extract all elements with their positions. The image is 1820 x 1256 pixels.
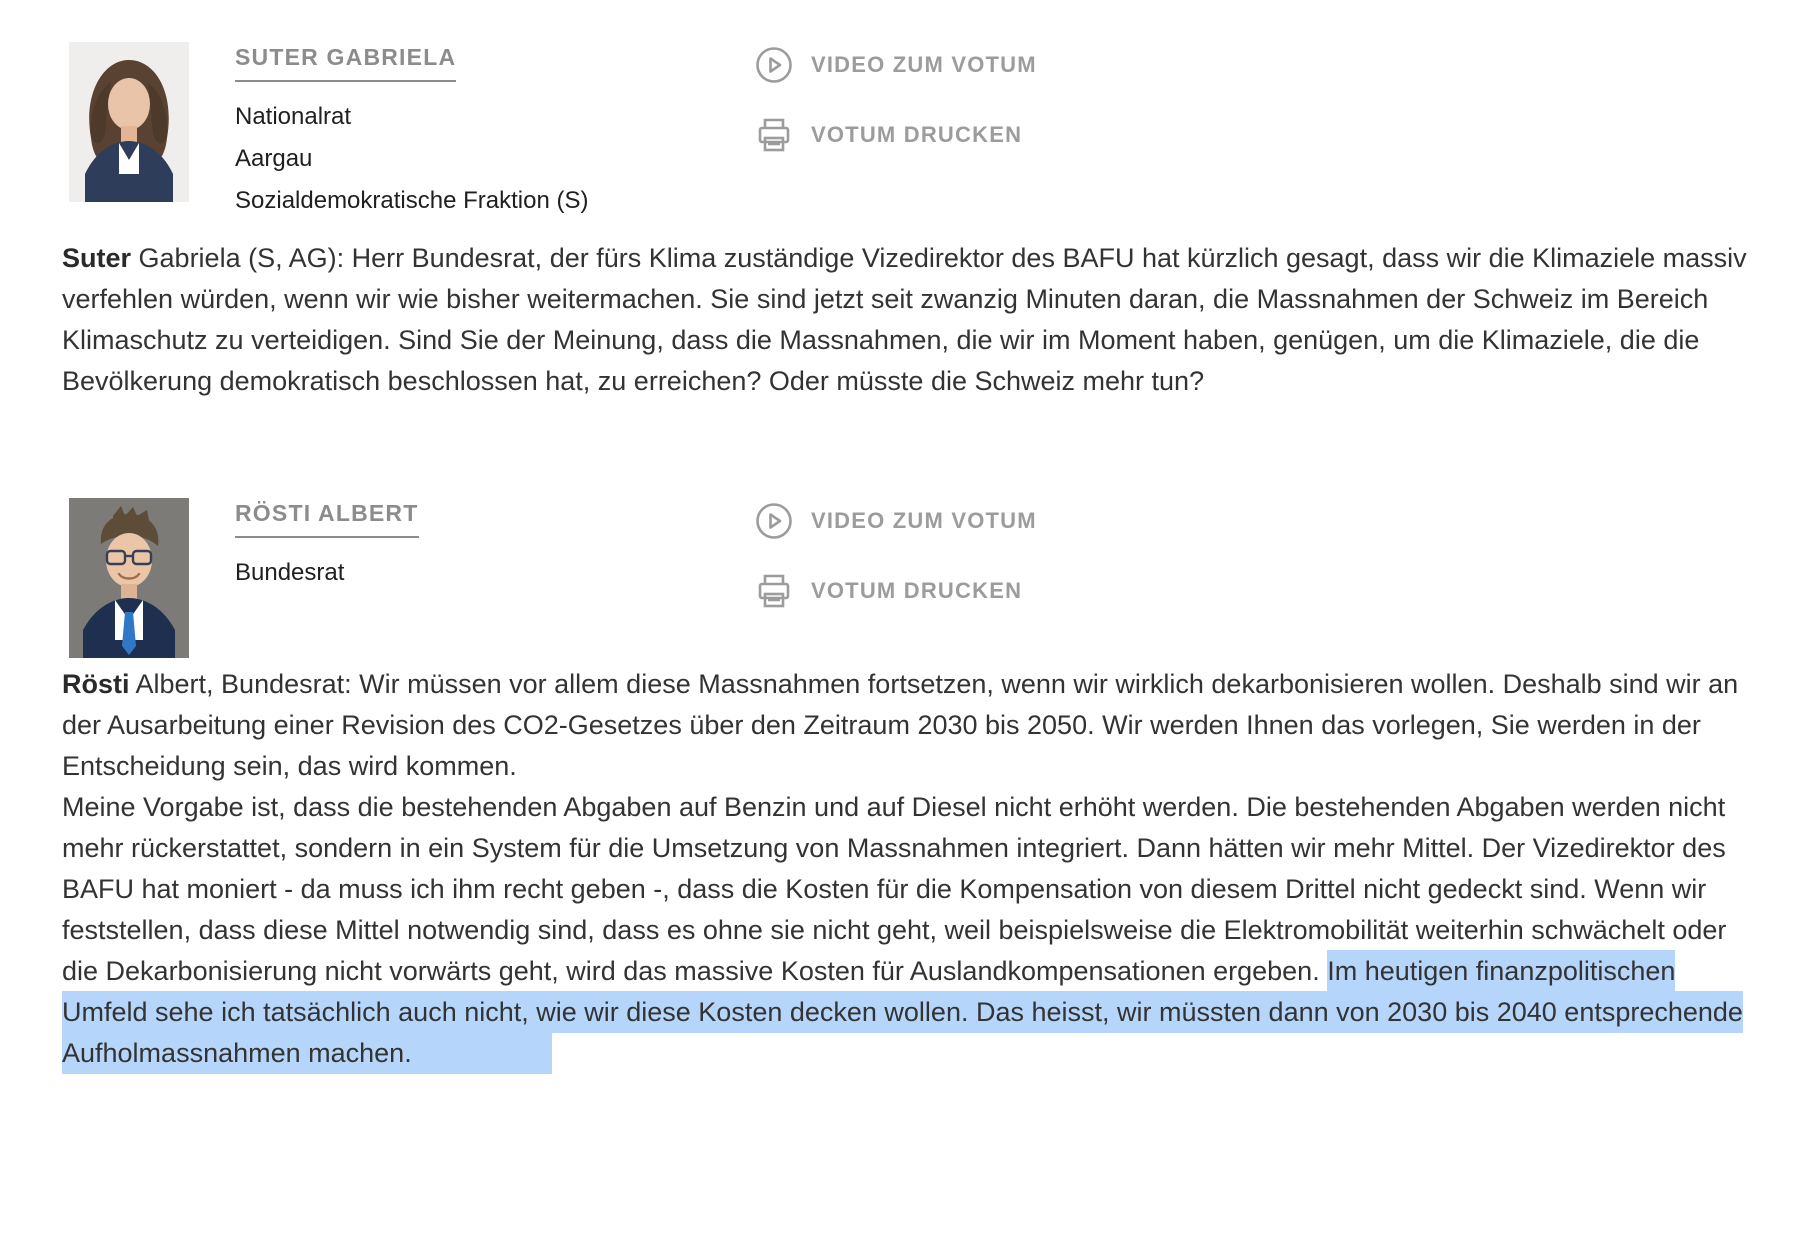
selected-text-highlight: Im heutigen finanzpolitischen Umfeld sehe ich tatsächlich auch nicht, wie wir diese Kosten decken wollen. Das heisst, wir müssten dann von 2030 bis 2040 entsprechende Aufholmassnahmen machen. [62, 950, 1743, 1074]
speech-actions [755, 498, 1037, 610]
speaker-info [235, 42, 715, 222]
portrait-image [69, 42, 189, 202]
speaker-surname-bold: Rösti [62, 669, 130, 699]
speech-text-run: Gabriela (S, AG): Herr Bundesrat, der fürs Klima zuständige Vizedirektor des BAFU hat kürzlich gesagt, dass wir die Klimaziele massiv verfehlen würden, wenn wir wie bisher weitermachen. Sie sind jetzt seit zwanzig Minuten daran, die Massnahmen der Schweiz im Bereich Klimaschutz zu verteidigen. Sind Sie der Meinung, dass die Massnahmen, die wir im Moment haben, genügen, um die Klimaziele, die die Bevölkerung demokratisch beschlossen hat, zu erreichen? Oder müsste die Schweiz mehr tun? [62, 243, 1747, 396]
printer-icon [755, 116, 793, 154]
speaker-details [235, 552, 715, 594]
speech-block-roesti [62, 498, 1758, 1074]
speaker-name-link[interactable]: RÖSTI ALBERT [235, 500, 419, 538]
video-zum-votum-button[interactable] [755, 46, 1037, 84]
speech-text-run: Albert, Bundesrat: Wir müssen vor allem diese Massnahmen fortsetzen, wenn wir wirklich dekarbonisieren wollen. Deshalb sind wir an der Ausarbeitung einer Revision des CO2-Gesetzes über den Zeitraum 2030 bis 2050. Wir werden Ihnen das vorlegen, Sie werden in der Entscheidung sein, das wird kommen. [62, 669, 1739, 781]
votum-drucken-button[interactable] [755, 572, 1037, 610]
speaker-photo[interactable] [69, 42, 189, 202]
printer-icon [755, 572, 793, 610]
speech-text-run: Meine Vorgabe ist, dass die bestehenden Abgaben auf Benzin und auf Diesel nicht erhöht werden. Die bestehenden Abgaben werden nicht mehr rückerstattet, sondern in ein System für die Umsetzung von Massnahmen integriert. Dann hätten wir mehr Mittel. Der Vizedirektor des BAFU hat moniert - da muss ich ihm recht geben -, dass die Kosten für die Kompensation von diesem Drittel nicht gedeckt sind. Wenn wir feststellen, dass diese Mittel notwendig sind, dass es ohne sie nicht geht, weil beispielsweise die Elektromobilität weiterhin schwächelt oder die Dekarbonisierung nicht vorwärts geht, wird das massive Kosten für Auslandkompensationen ergeben. [62, 792, 1727, 986]
votum-drucken-label: VOTUM DRUCKEN [811, 578, 1023, 603]
speech-actions [755, 42, 1037, 154]
speech-text [62, 664, 1758, 1074]
speech-block-suter [62, 42, 1758, 402]
speaker-council: Nationalrat [235, 103, 352, 130]
speaker-info [235, 498, 715, 594]
play-circle-icon [755, 502, 793, 540]
votum-drucken-label: VOTUM DRUCKEN [811, 122, 1023, 147]
portrait-image [69, 498, 189, 658]
video-zum-votum-label: VIDEO ZUM VOTUM [811, 52, 1037, 77]
speaker-fraction: Sozialdemokratische Fraktion (S) [235, 187, 589, 214]
speaker-photo[interactable] [69, 498, 189, 658]
votum-drucken-button[interactable] [755, 116, 1037, 154]
speaker-surname-bold: Suter [62, 243, 132, 273]
speaker-card [62, 42, 1758, 222]
speaker-name-link[interactable]: SUTER GABRIELA [235, 44, 456, 82]
play-circle-icon [755, 46, 793, 84]
speech-text [62, 238, 1758, 402]
speaker-council: Bundesrat [235, 559, 345, 586]
video-zum-votum-button[interactable] [755, 502, 1037, 540]
speaker-card [62, 498, 1758, 658]
video-zum-votum-label: VIDEO ZUM VOTUM [811, 508, 1037, 533]
speaker-details [235, 96, 715, 222]
speaker-canton: Aargau [235, 145, 313, 172]
